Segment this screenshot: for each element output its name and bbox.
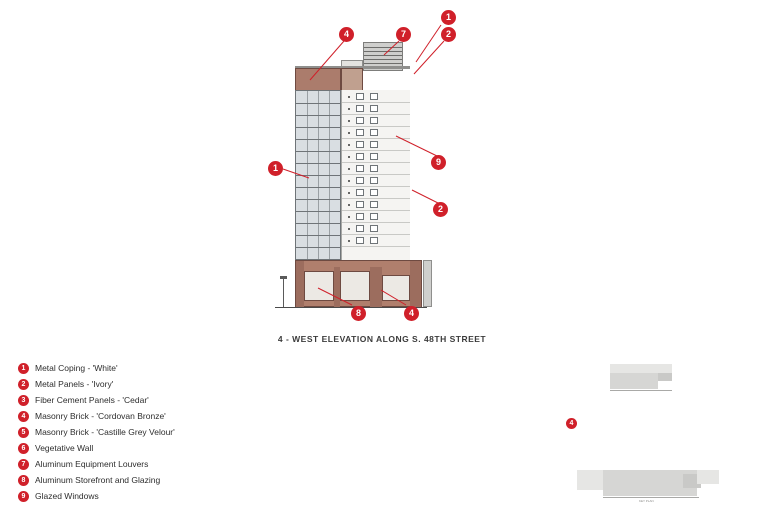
callout-bubble-9[interactable]: 9 [431,155,446,170]
legend-label: Fiber Cement Panels - 'Cedar' [35,395,149,405]
legend-label: Vegetative Wall [35,443,94,453]
callout-bubble-4-bottom[interactable]: 4 [404,306,419,321]
legend-number: 7 [18,459,29,470]
key-plan-lower: KEY PLAN [575,466,725,508]
legend-number: 6 [18,443,29,454]
legend-item [18,488,278,504]
legend-label: Masonry Brick - 'Castille Grey Velour' [35,427,175,437]
legend-number: 9 [18,491,29,502]
key-plan-callout-4[interactable]: 4 [566,418,577,429]
legend-label: Masonry Brick - 'Cordovan Bronze' [35,411,166,421]
callout-bubble-7[interactable]: 7 [396,27,411,42]
callout-bubble-1-top[interactable]: 1 [441,10,456,25]
legend-label: Metal Panels - 'Ivory' [35,379,114,389]
legend-number: 5 [18,427,29,438]
materials-legend [18,360,278,504]
callout-bubble-8[interactable]: 8 [351,306,366,321]
legend-number: 8 [18,475,29,486]
legend-item [18,472,278,488]
legend-label: Aluminum Storefront and Glazing [35,475,161,485]
legend-number: 3 [18,395,29,406]
key-plan-upper [600,358,710,398]
legend-number: 4 [18,411,29,422]
drawing-caption: 4 - WEST ELEVATION ALONG S. 48TH STREET [277,334,487,344]
callout-bubble-2-top[interactable]: 2 [441,27,456,42]
callout-bubble-2-right[interactable]: 2 [433,202,448,217]
legend-number: 2 [18,379,29,390]
legend-item [18,392,278,408]
legend-label: Metal Coping - 'White' [35,363,118,373]
legend-item [18,424,278,440]
legend-item [18,360,278,376]
legend-item [18,376,278,392]
legend-label: Glazed Windows [35,491,99,501]
legend-item [18,440,278,456]
legend-number: 1 [18,363,29,374]
legend-label: Aluminum Equipment Louvers [35,459,149,469]
callout-bubble-1-left[interactable]: 1 [268,161,283,176]
legend-item [18,456,278,472]
legend-item [18,408,278,424]
callout-bubble-4-top[interactable]: 4 [339,27,354,42]
